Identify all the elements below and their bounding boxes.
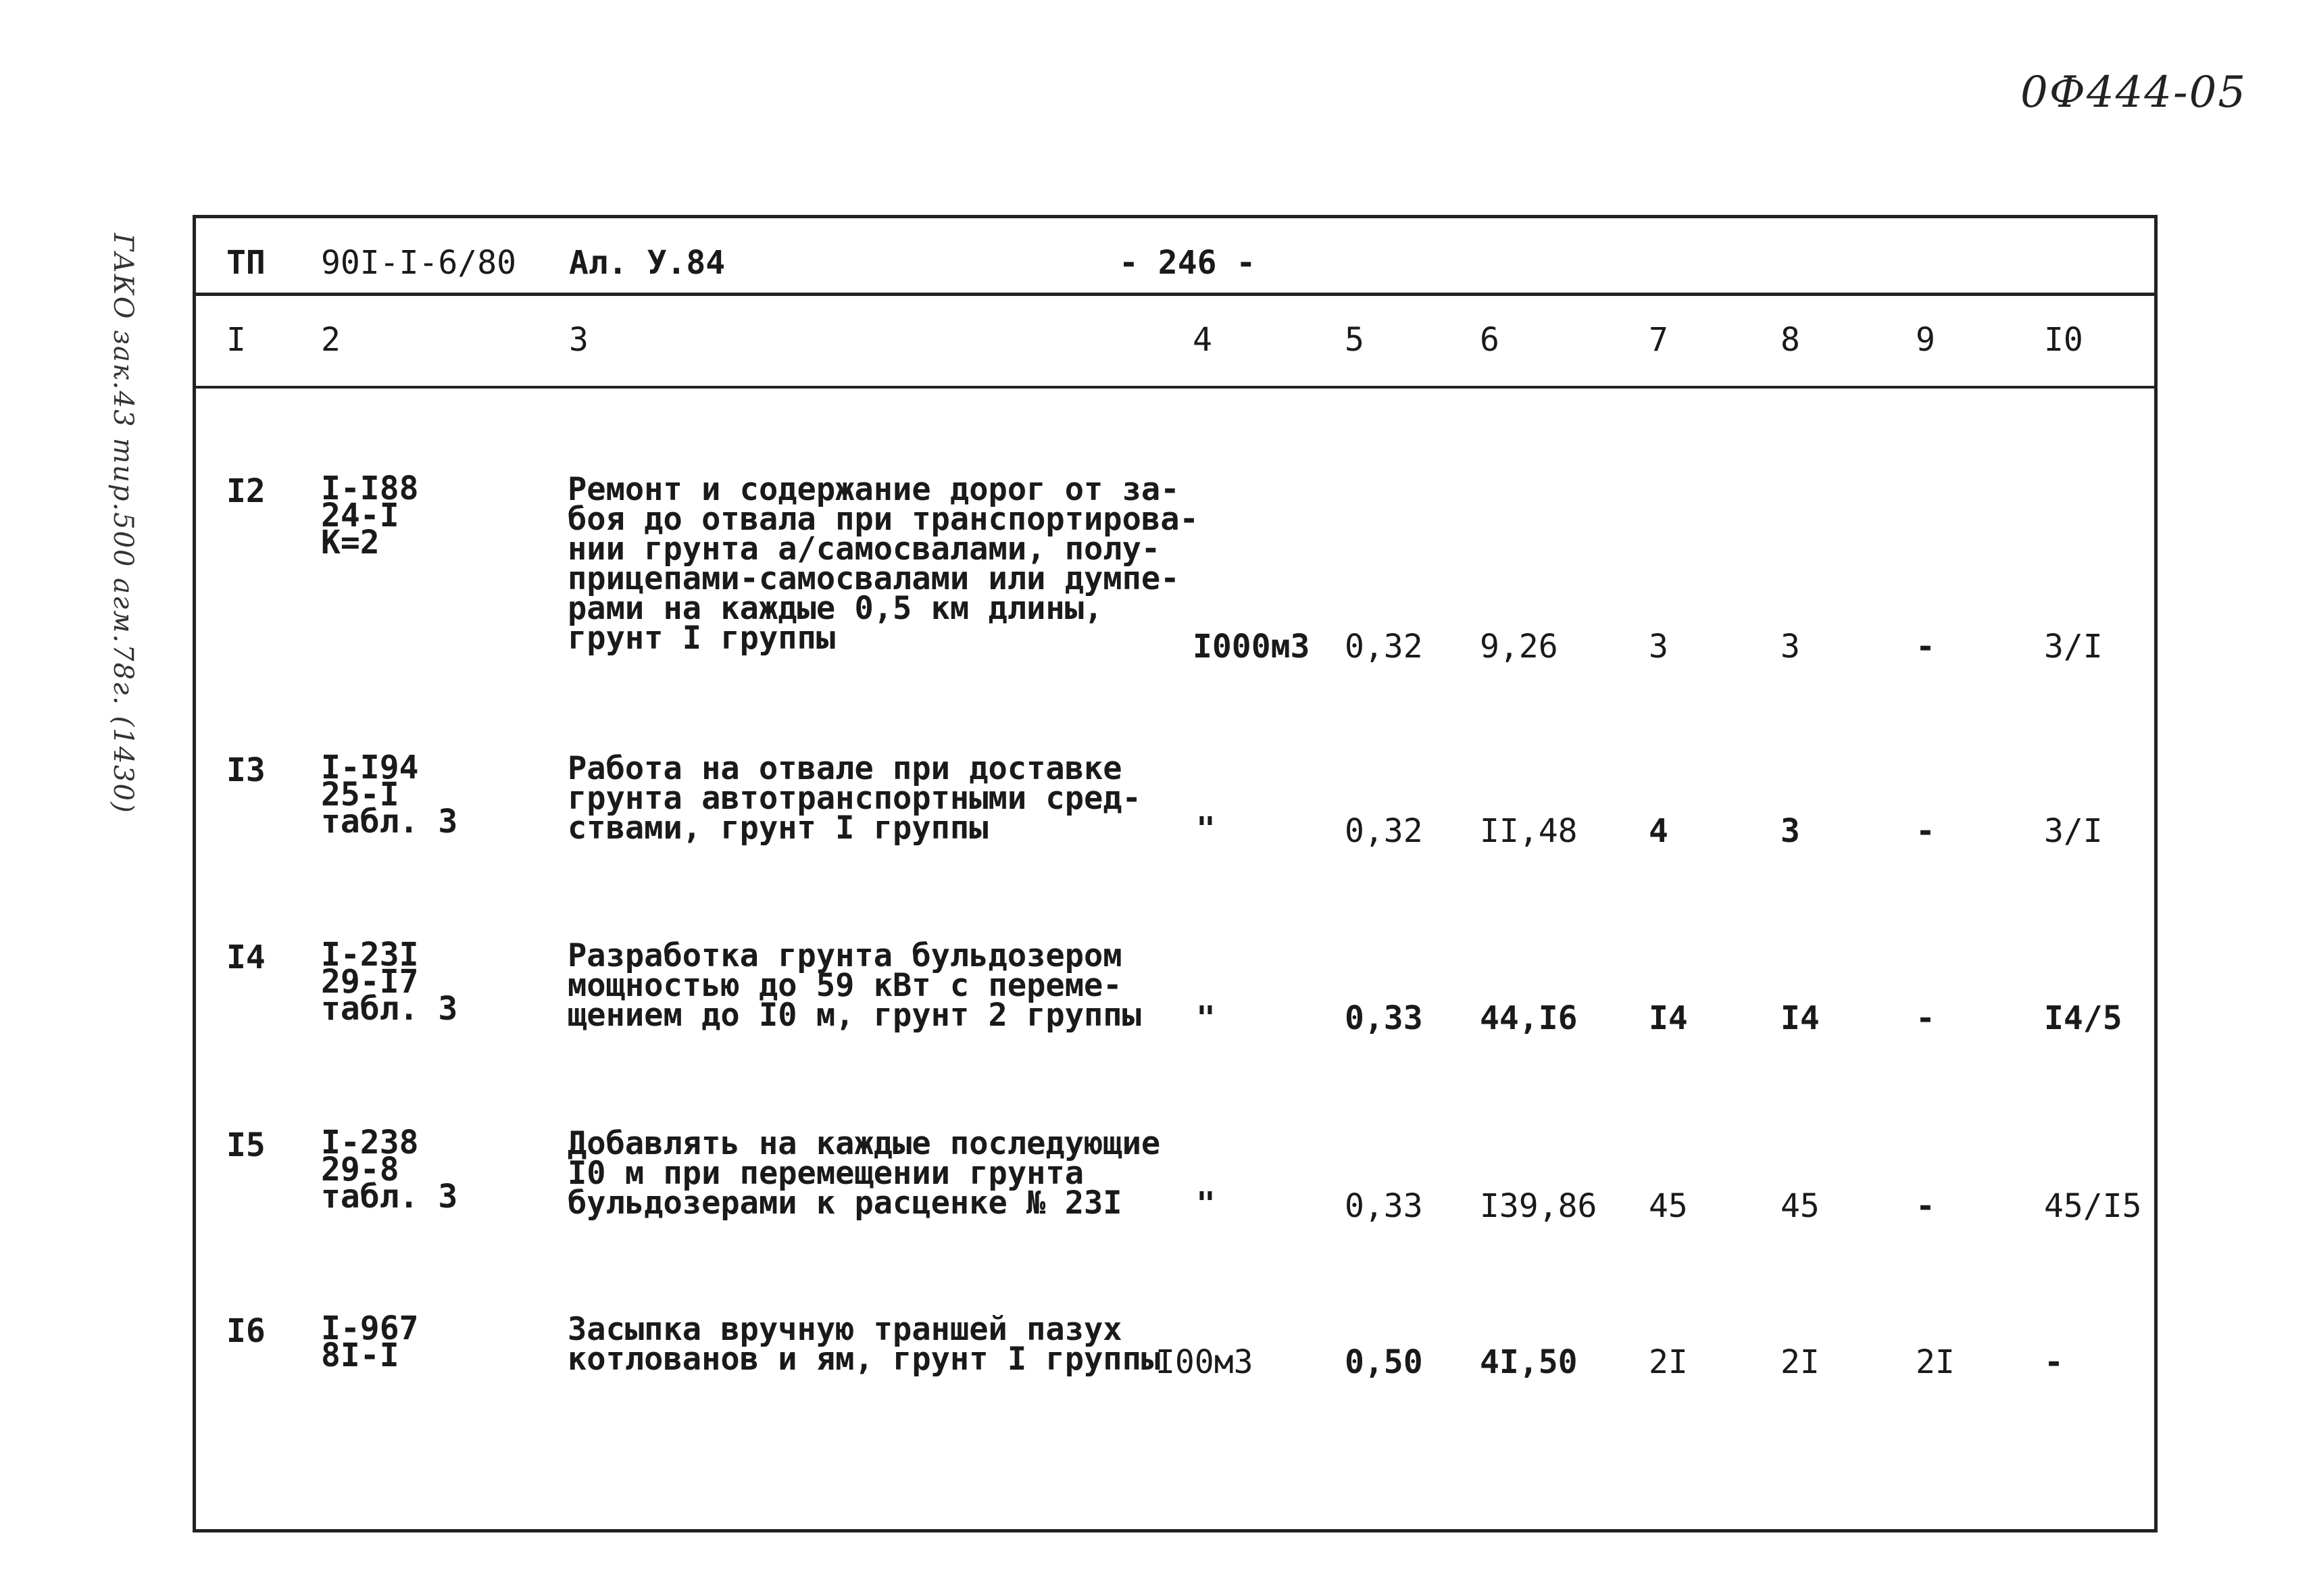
row-unit: I00м3 <box>1155 1343 1253 1381</box>
row-number: I5 <box>226 1126 266 1164</box>
row-col7: 3 <box>1649 628 1668 666</box>
row-col8: 3 <box>1781 628 1800 666</box>
row-col7: I4 <box>1649 999 1688 1037</box>
col-header-6: 6 <box>1480 321 1499 359</box>
header-divider <box>196 293 2154 296</box>
row-number: I6 <box>226 1312 266 1350</box>
col-header-10: I0 <box>2044 321 2083 359</box>
row-price: 4I,50 <box>1480 1343 1578 1381</box>
row-col10: 3/I <box>2044 812 2103 850</box>
row-description: Разработка грунта бульдозером мощностью до 59 кВт с переме- щением до I0 м, грунт 2 группы <box>568 937 1141 1034</box>
col-header-8: 8 <box>1781 321 1800 359</box>
row-col9: - <box>1916 999 1935 1037</box>
row-quantity: 0,32 <box>1345 812 1423 850</box>
row-col8: 3 <box>1781 812 1800 850</box>
col-header-5: 5 <box>1345 321 1364 359</box>
handwritten-code: 0Ф444-05 <box>2020 68 2247 118</box>
col-header-9: 9 <box>1916 321 1935 359</box>
row-col10: - <box>2044 1343 2064 1381</box>
row-col10: I4/5 <box>2044 999 2122 1037</box>
row-code: I-238 29-8 табл. 3 <box>321 1124 458 1216</box>
row-col8: 45 <box>1781 1187 1820 1225</box>
row-number: I3 <box>226 751 266 789</box>
row-col8: 2I <box>1781 1343 1820 1381</box>
row-col10: 3/I <box>2044 628 2103 666</box>
col-header-3: 3 <box>569 321 589 359</box>
row-number: I2 <box>226 472 266 510</box>
row-price: II,48 <box>1480 812 1578 850</box>
row-description: Засыпка вручную траншей пазух котлованов и ям, грунт I группы <box>568 1311 1161 1378</box>
row-code: I-I88 24-I К=2 <box>321 470 419 562</box>
row-col10: 45/I5 <box>2044 1187 2142 1225</box>
header-tp-label: ТП <box>226 244 266 282</box>
row-col9: - <box>1916 1187 1935 1225</box>
column-header-divider <box>196 386 2154 389</box>
row-unit: " <box>1196 810 1216 848</box>
header-project: 90I-I-6/80 <box>321 244 516 282</box>
side-print-stamp: ГАКО зак.43 тир.500 агм.78г. (1430) <box>107 233 139 814</box>
header-page-number: - 246 - <box>1119 244 1256 282</box>
row-code: I-967 8I-I <box>321 1310 419 1374</box>
col-header-1: I <box>226 321 246 359</box>
col-header-2: 2 <box>321 321 341 359</box>
row-quantity: 0,33 <box>1345 999 1423 1037</box>
row-quantity: 0,33 <box>1345 1187 1423 1225</box>
row-col7: 45 <box>1649 1187 1688 1225</box>
col-header-4: 4 <box>1193 321 1212 359</box>
row-description: Добавлять на каждые последующие I0 м при перемещении грунта бульдозерами к расценке № 23I <box>568 1125 1161 1222</box>
row-number: I4 <box>226 939 266 976</box>
row-col9: - <box>1916 628 1935 666</box>
row-price: 44,I6 <box>1480 999 1578 1037</box>
row-unit: I000м3 <box>1193 628 1310 666</box>
row-col8: I4 <box>1781 999 1820 1037</box>
row-code: I-I94 25-I табл. 3 <box>321 749 458 841</box>
row-price: 9,26 <box>1480 628 1558 666</box>
header-album: Ал. У.84 <box>569 244 726 282</box>
row-code: I-23I 29-I7 табл. 3 <box>321 936 458 1028</box>
row-col9: 2I <box>1916 1343 1955 1381</box>
row-col9: - <box>1916 812 1935 850</box>
estimate-table <box>193 215 2158 1532</box>
row-price: I39,86 <box>1480 1187 1597 1225</box>
row-description: Работа на отвале при доставке грунта автотранспортными сред- ствами, грунт I группы <box>568 750 1141 847</box>
row-quantity: 0,32 <box>1345 628 1423 666</box>
row-unit: " <box>1196 1185 1216 1223</box>
row-quantity: 0,50 <box>1345 1343 1423 1381</box>
row-description: Ремонт и содержание дорог от за- боя до отвала при транспортирова- нии грунта а/самосвалами, полу- прицепами-самосвалами или думпе- рами на каждые 0,5 км длины, грунт I группы <box>568 471 1199 657</box>
row-unit: " <box>1196 999 1216 1037</box>
row-col7: 4 <box>1649 812 1668 850</box>
row-col7: 2I <box>1649 1343 1688 1381</box>
col-header-7: 7 <box>1649 321 1668 359</box>
